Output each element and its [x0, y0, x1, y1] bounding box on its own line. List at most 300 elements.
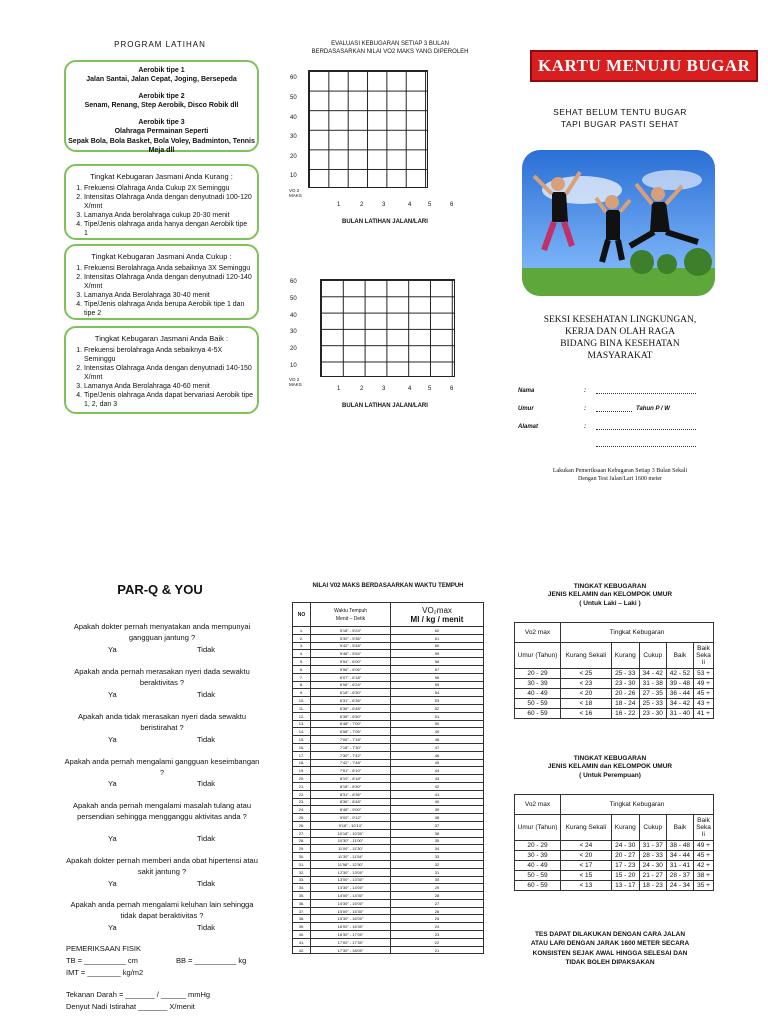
ytick: 40 — [290, 313, 297, 319]
table-cell: 50 - 59 — [515, 871, 561, 881]
ytick: 20 — [290, 154, 297, 160]
vo2-table-row — [293, 775, 484, 783]
xtick: 5 — [428, 386, 432, 392]
table-cell: 40 - 49 — [515, 861, 561, 871]
header-vo2: Vo2 max — [515, 795, 561, 815]
table-cell: 22 — [391, 938, 484, 946]
vo2-table-row — [293, 743, 484, 751]
aerobik-type-1: Aerobik tipe 1 — [138, 67, 185, 74]
ytick: 30 — [290, 134, 297, 140]
box-baik-item: 4. Tipe/Jenis olahraga Anda dapat bervariasi Aerobik tipe 1, 2, dan 3 — [84, 391, 253, 409]
table-cell: 42. — [293, 946, 311, 954]
evaluasi-grid-2[interactable] — [320, 279, 455, 377]
table-cell: 21 — [391, 946, 484, 954]
table-cell: 6'07" - 6'18" — [311, 673, 391, 681]
table-cell: 17'30" - 18'00" — [311, 946, 391, 954]
ytick: 50 — [290, 296, 297, 302]
table-cell: 59 — [391, 650, 484, 658]
tes-note-line: TES DAPAT DILAKUKAN DENGAN CARA JALAN — [534, 931, 686, 938]
cover-org-line: SEKSI KESEHATAN LINGKUNGAN, — [543, 315, 697, 325]
table-cell: 33 — [391, 853, 484, 861]
box-baik-item: 2. Intensitas Olahraga Anda dengan denyutnadi 140-150 X/mnt — [84, 364, 253, 382]
table-cell: 58 — [391, 658, 484, 666]
tingkat-laki-row — [515, 669, 714, 679]
table-cell: 6. — [293, 665, 311, 673]
box-baik — [64, 326, 259, 414]
table-cell: 13'30" - 14'00" — [311, 884, 391, 892]
ytick: 60 — [290, 279, 297, 285]
table-cell: 12. — [293, 712, 311, 720]
table-cell: 45 + — [694, 689, 714, 699]
vo2-table-row — [293, 814, 484, 822]
table-cell: 5. — [293, 658, 311, 666]
table-cell: 55 — [391, 681, 484, 689]
ya-option[interactable]: Ya — [108, 834, 117, 843]
table-cell: 4. — [293, 650, 311, 658]
table-cell: 38 + — [694, 871, 714, 881]
table-cell: 5'48" - 5'54" — [311, 650, 391, 658]
table-cell: 6'18" - 6'30" — [311, 689, 391, 697]
table-cell: 51 — [391, 712, 484, 720]
table-cell: 46 — [391, 751, 484, 759]
table-cell: 25 - 33 — [611, 669, 639, 679]
table-cell: 54 — [391, 689, 484, 697]
nama-label: Nama — [518, 388, 535, 394]
parq-question-4: Apakah anda pernah mengalami gangguan keseimbangan ? — [64, 757, 260, 777]
box-cukup-title: Tingkat Kebugaran Jasmani Anda Cukup : — [91, 252, 232, 261]
bb-field[interactable]: BB = __________ kg — [176, 956, 247, 965]
cover-motto-1: SEHAT BELUM TENTU BUGAR — [553, 107, 687, 117]
xtick: 2 — [360, 386, 364, 392]
table-cell: 28 - 33 — [639, 851, 666, 861]
table-cell: < 17 — [561, 861, 612, 871]
aerobik-type-3: Aerobik tipe 3 — [138, 119, 185, 127]
table-cell: 40 — [391, 798, 484, 806]
tahun-label: Tahun P / W — [636, 406, 670, 412]
vo2-table-row — [293, 931, 484, 939]
tingkat-perempuan-row — [515, 851, 714, 861]
parq-title: PAR-Q & YOU — [117, 582, 203, 597]
table-cell: 41. — [293, 938, 311, 946]
tes-note-line: ATAU LARI DENGAN JARAK 1600 METER SECARA — [530, 940, 690, 948]
table-cell: 35 — [391, 837, 484, 845]
box-baik-item: 3. Lamanya Anda Berolahraga 40-60 menit — [84, 382, 253, 391]
alamat-field-2[interactable] — [596, 446, 696, 447]
xtick: 3 — [382, 202, 386, 208]
header-vo2: Vo2 max — [515, 623, 561, 643]
cover-note — [520, 467, 720, 484]
box-cukup-item: 3. Lamanya Anda Berolahraga 30-40 menit — [84, 291, 253, 300]
table-cell: 39 - 48 — [666, 679, 693, 689]
table-cell: 23 — [391, 931, 484, 939]
aerobik-desc-3: Olahraga Permainan Seperti — [114, 128, 209, 136]
table-cell: 6'06" - 6'24" — [311, 681, 391, 689]
tingkat-laki-title-1: TINGKAT KEBUGARAN — [573, 583, 647, 590]
table-cell: 34 — [391, 845, 484, 853]
box-kurang-item: 4. Tipe/Jenis olahraga anda hanya dengan Aerobik tipe 1 — [84, 220, 253, 238]
tingkat-perempuan-row — [515, 861, 714, 871]
table-cell: 42 - 52 — [666, 669, 693, 679]
table-cell: 38. — [293, 915, 311, 923]
vo2-table-row — [293, 938, 484, 946]
table-cell: 41 + — [694, 709, 714, 719]
vo2-table-row — [293, 892, 484, 900]
table-cell: 30 — [391, 876, 484, 884]
table-cell: < 18 — [561, 699, 612, 709]
tingkat-perempuan-title — [510, 755, 710, 780]
evaluasi-title-2: BERDASASARKAN NILAI VO2 MAKS YANG DIPEROLEH — [311, 49, 469, 56]
table-cell: 60 - 59 — [515, 709, 561, 719]
table-cell: 13 - 17 — [611, 881, 639, 891]
tidak-option[interactable]: Tidak — [197, 879, 216, 888]
table-cell: 7'42" - 7'48" — [311, 759, 391, 767]
table-cell: 11'30" - 11'54" — [311, 853, 391, 861]
table-cell: 10'30" - 11'00" — [311, 837, 391, 845]
table-cell: 28 - 37 — [666, 871, 693, 881]
tingkat-laki-table — [514, 622, 714, 719]
box-baik-title: Tingkat Kebugaran Jasmani Anda Baik : — [94, 334, 229, 343]
tingkat-laki-title-2: JENIS KELAMIN dan KELOMPOK UMUR — [547, 591, 673, 599]
table-cell: 17. — [293, 751, 311, 759]
table-cell: 20 - 29 — [515, 841, 561, 851]
table-cell: 16 - 22 — [611, 709, 639, 719]
table-cell: 24. — [293, 806, 311, 814]
table-cell: 14'30" - 15'00" — [311, 899, 391, 907]
table-cell: 22. — [293, 790, 311, 798]
table-cell: 17 - 23 — [611, 861, 639, 871]
ya-option[interactable]: Ya — [108, 735, 117, 744]
table-cell: 36 - 44 — [666, 689, 693, 699]
vo2-table-row — [293, 853, 484, 861]
vo2-table-row — [293, 845, 484, 853]
aerobik-desc-3b: Sepak Bola, Bola Basket, Bola Voley, Badminton, Tennis Meja dll — [68, 137, 255, 154]
vo2-table-row — [293, 767, 484, 775]
tingkat-perempuan-row — [515, 871, 714, 881]
tingkat-perempuan-title-3: ( Untuk Perempuan) — [579, 771, 641, 779]
table-cell: 20 - 27 — [611, 851, 639, 861]
vo2-table-row — [293, 681, 484, 689]
table-cell: 18. — [293, 759, 311, 767]
table-cell: 17'00" - 17'30" — [311, 938, 391, 946]
table-cell: 20. — [293, 775, 311, 783]
table-cell: 34 - 42 — [666, 699, 693, 709]
tingkat-perempuan-table — [514, 794, 714, 891]
xtick: 4 — [408, 202, 412, 208]
tidak-option[interactable]: Tidak — [197, 690, 216, 699]
table-cell: 28 — [391, 892, 484, 900]
table-cell: 30 - 39 — [515, 679, 561, 689]
imt-field[interactable]: IMT = ________ kg/m2 — [66, 968, 144, 977]
header-tingkat: Tingkat Kebugaran — [561, 623, 714, 643]
table-cell: 7'51" - 8'10" — [311, 767, 391, 775]
table-cell: 37. — [293, 907, 311, 915]
colon: : — [584, 388, 586, 394]
vo2-table-row — [293, 736, 484, 744]
tes-note — [510, 930, 710, 968]
header-baik-sekali: Baik Seka li — [694, 815, 714, 841]
vo2-table-row — [293, 790, 484, 798]
vo2-table-row — [293, 899, 484, 907]
xlabel: BULAN LATIHAN JALAN/LARI — [342, 403, 428, 409]
evaluasi-title — [290, 40, 490, 57]
table-cell: 41 — [391, 790, 484, 798]
box-cukup — [64, 244, 259, 320]
table-cell: 11'58" - 12'30" — [311, 860, 391, 868]
tidak-option[interactable]: Tidak — [197, 779, 216, 788]
vo2-table-row — [293, 751, 484, 759]
vo2-table-row — [293, 665, 484, 673]
cover-motto-2: TAPI BUGAR PASTI SEHAT — [560, 118, 680, 129]
box-kurang-item: 2. Intensitas Olahraga Anda dengan denyutnadi 100-120 X/mnt — [84, 193, 253, 211]
vo2-table-row — [293, 712, 484, 720]
box-baik-item: 1. Frekuensi berolahraga Anda sebaiknya 4-5X Seminggu — [84, 346, 253, 364]
table-cell: 32 — [391, 860, 484, 868]
table-cell: 1. — [293, 627, 311, 635]
aerobik-desc-1: Jalan Santai, Jalan Cepat, Joging, Bersepeda — [86, 76, 237, 84]
vo2-table-row — [293, 658, 484, 666]
table-cell: 57 — [391, 665, 484, 673]
table-cell: 8'10" - 8'18" — [311, 775, 391, 783]
vo2-table-row — [293, 860, 484, 868]
table-cell: 62 — [391, 627, 484, 635]
table-cell: 7'06" - 7'18" — [311, 736, 391, 744]
table-cell: 50 - 59 — [515, 699, 561, 709]
table-cell: 45 — [391, 759, 484, 767]
table-cell: 11'00" - 11'30" — [311, 845, 391, 853]
table-cell: 28. — [293, 837, 311, 845]
xtick: 6 — [450, 202, 454, 208]
table-cell: 6'48" - 7'00" — [311, 720, 391, 728]
header-kurang-sekali: Kurang Sekali — [561, 643, 612, 669]
table-cell: 5'56" - 6'06" — [311, 665, 391, 673]
table-cell: 7'30" - 7'42" — [311, 751, 391, 759]
table-cell: 47 — [391, 743, 484, 751]
ya-option[interactable]: Ya — [108, 645, 117, 654]
tes-note-line: TIDAK BOLEH DIPAKSAKAN — [565, 959, 655, 967]
vo2-table-row — [293, 837, 484, 845]
header-cukup: Cukup — [639, 815, 666, 841]
vo2-table-row — [293, 868, 484, 876]
tb-field[interactable]: TB = __________ cm — [66, 956, 138, 965]
table-cell: 10. — [293, 697, 311, 705]
table-cell: 45 + — [694, 851, 714, 861]
table-cell: 49 — [391, 728, 484, 736]
table-cell: 27 — [391, 899, 484, 907]
vo2-table-row — [293, 876, 484, 884]
table-cell: < 23 — [561, 679, 612, 689]
ylabel: VO 2 MAKS — [289, 377, 302, 387]
table-cell: 5'54" - 6'00" — [311, 658, 391, 666]
table-cell: 5'30" - 5'36" — [311, 634, 391, 642]
box-cukup-item: 4. Tipe/Jenis olahraga Anda berupa Aerobik tipe 1 dan tipe 2 — [84, 300, 253, 318]
vo2-table-row — [293, 720, 484, 728]
vo2-table-title: NILAI V02 MAKS BERDASAARKAN WAKTU TEMPUH — [312, 583, 464, 589]
box-kurang-title: Tingkat Kebugaran Jasmani Anda Kurang : — [90, 172, 233, 181]
tingkat-laki-row — [515, 709, 714, 719]
table-cell: 13'00" - 13'30" — [311, 876, 391, 884]
table-cell: 34 - 42 — [639, 669, 666, 679]
table-cell: < 15 — [561, 871, 612, 881]
table-cell: 44 — [391, 767, 484, 775]
evaluasi-title-1: EVALUASI KEBUGARAN SETIAP 3 BULAN — [331, 41, 449, 47]
tingkat-laki-title — [510, 583, 710, 608]
vo2-table-row — [293, 946, 484, 954]
ya-option[interactable]: Ya — [108, 690, 117, 699]
ya-option[interactable]: Ya — [108, 879, 117, 888]
table-cell: 53 + — [694, 669, 714, 679]
table-cell: 48 — [391, 736, 484, 744]
xtick: 1 — [337, 202, 341, 208]
table-cell: 39. — [293, 923, 311, 931]
header-baik: Baik — [666, 643, 693, 669]
tidak-option[interactable]: Tidak — [197, 834, 216, 843]
table-cell: 37 — [391, 821, 484, 829]
vo2-table-row — [293, 650, 484, 658]
table-cell: 24 - 30 — [611, 841, 639, 851]
table-cell: 31 — [391, 868, 484, 876]
table-cell: 24 — [391, 923, 484, 931]
parq-question-3: Apakah anda tidak merasakan nyeri dada sewaktu beristirahat ? — [77, 712, 247, 732]
table-cell: 20 - 26 — [611, 689, 639, 699]
box-kurang-item: 3. Lamanya Anda berolahraga cukup 20-30 menit — [84, 211, 253, 220]
parq-question-2: Apakah anda pernah merasakan nyeri dada sewaktu beraktivitas ? — [74, 667, 250, 687]
xtick: 3 — [382, 386, 386, 392]
vo2-header-vo2-2: Ml / kg / menit — [410, 614, 464, 624]
table-cell: 49 + — [694, 679, 714, 689]
table-cell: 9'00" - 9'12" — [311, 814, 391, 822]
tingkat-laki-title-3: ( Untuk Laki – Laki ) — [579, 599, 641, 607]
table-cell: 24 - 30 — [639, 861, 666, 871]
table-cell: 14'00" - 14'30" — [311, 892, 391, 900]
table-cell: 11. — [293, 704, 311, 712]
table-cell: 23 - 30 — [611, 679, 639, 689]
table-cell: 6'38" - 6'50" — [311, 712, 391, 720]
vo2-table-row — [293, 907, 484, 915]
table-cell: 7. — [293, 673, 311, 681]
box-kurang-item: 1. Frekuensi Olahraga Anda Cukup 2X Seminggu — [84, 184, 253, 193]
vo2-table-row — [293, 697, 484, 705]
table-cell: 29 — [391, 884, 484, 892]
table-cell: 9. — [293, 689, 311, 697]
xtick: 5 — [428, 202, 432, 208]
header-kurang: Kurang — [611, 643, 639, 669]
program-title: PROGRAM LATIHAN — [114, 40, 206, 49]
table-cell: 23 - 30 — [639, 709, 666, 719]
table-cell: 15. — [293, 736, 311, 744]
table-cell: 8'31" - 8'36" — [311, 790, 391, 798]
table-cell: 20 - 29 — [515, 669, 561, 679]
table-cell: < 20 — [561, 851, 612, 861]
vo2-header-waktu-2: Menit – Detik — [335, 615, 366, 622]
alamat-field[interactable] — [596, 429, 696, 430]
tidak-option[interactable]: Tidak — [197, 645, 216, 654]
tingkat-perempuan-row — [515, 881, 714, 891]
table-cell: 16'30" - 17'00" — [311, 931, 391, 939]
vo2-table-row — [293, 884, 484, 892]
table-cell: 34. — [293, 884, 311, 892]
vo2-table-row — [293, 829, 484, 837]
table-cell: 36 — [391, 829, 484, 837]
table-cell: 43 + — [694, 699, 714, 709]
cover-note-1: Lakukan Pemeriksaan Kebugaran Setiap 3 Bulan Sekali — [552, 468, 688, 474]
header-kurang: Kurang — [611, 815, 639, 841]
vo2-table-row — [293, 759, 484, 767]
table-cell: 10'18" - 10'30" — [311, 829, 391, 837]
table-cell: 2. — [293, 634, 311, 642]
aerobik-desc-2: Senam, Renang, Step Aerobik, Disco Robik dll — [84, 102, 239, 110]
aerobik-box — [64, 60, 259, 152]
evaluasi-grid-1[interactable] — [308, 70, 428, 188]
table-cell: 21 - 27 — [639, 871, 666, 881]
tingkat-laki-row — [515, 699, 714, 709]
umur-label: Umur — [518, 406, 534, 412]
header-cukup: Cukup — [639, 643, 666, 669]
tingkat-laki-row — [515, 689, 714, 699]
table-cell: 32. — [293, 868, 311, 876]
table-cell: 39 — [391, 806, 484, 814]
xtick: 4 — [408, 386, 412, 392]
vo2-table-row — [293, 806, 484, 814]
box-kurang — [64, 164, 259, 240]
aerobik-type-2: Aerobik tipe 2 — [138, 93, 185, 101]
vo2-table-row — [293, 689, 484, 697]
table-cell: 25 - 33 — [639, 699, 666, 709]
cover-note-2: Dengan Test Jalan/Lari 1600 meter — [577, 476, 663, 483]
umur-field[interactable] — [596, 411, 632, 412]
ya-option[interactable]: Ya — [108, 779, 117, 788]
cover-org-line: BIDANG BINA KESEHATAN — [560, 338, 680, 349]
header-baik: Baik — [666, 815, 693, 841]
tidak-option[interactable]: Tidak — [197, 735, 216, 744]
denyut-nadi-field[interactable]: Denyut Nadi Istirahat _______ X/menit — [66, 1002, 195, 1011]
table-cell: < 24 — [561, 841, 612, 851]
parq-question-7: Apakah anda pernah mengalami keluhan lain sehingga tidak dapat beraktivitas ? — [70, 900, 254, 920]
vo2-header-vo2 — [391, 603, 484, 627]
table-cell: 6'31" - 6'36" — [311, 697, 391, 705]
cover-org-line: KERJA DAN OLAH RAGA — [564, 326, 676, 337]
tingkat-perempuan-title-1: TINGKAT KEBUGARAN — [573, 755, 647, 762]
table-cell: 40. — [293, 931, 311, 939]
tes-note-line: KONSISTEN SEJAK AWAL HINGGA SELESAI DAN — [532, 949, 688, 957]
tidak-option[interactable]: Tidak — [197, 923, 216, 932]
table-cell: 12'30" - 13'00" — [311, 868, 391, 876]
table-cell: 33. — [293, 876, 311, 884]
header-baik-sekali: Baik Seka li — [694, 643, 714, 669]
tekanan-darah-field[interactable]: Tekanan Darah = _______ / ______ mmHg — [66, 990, 211, 999]
vo2-header-waktu — [311, 603, 391, 627]
table-cell: 60 — [391, 642, 484, 650]
nama-field[interactable] — [596, 393, 696, 394]
ya-option[interactable]: Ya — [108, 923, 117, 932]
table-cell: 31 - 41 — [666, 861, 693, 871]
table-cell: < 13 — [561, 881, 612, 891]
parq-question-5: Apakah anda pernah mengalami masalah tulang atau persendian sehingga mengganggu aktivitas anda ? — [72, 801, 252, 821]
cover-org-line: MASYARAKAT — [587, 350, 653, 361]
box-cukup-item: 2. Intensitas Olahraga Anda dengan denyutnadi 120-140 X/mnt — [84, 273, 253, 291]
table-cell: 5'42" - 5'48" — [311, 642, 391, 650]
table-cell: 8'18" - 8'30" — [311, 782, 391, 790]
ytick: 20 — [290, 346, 297, 352]
vo2-table-row — [293, 634, 484, 642]
table-cell: 40 - 49 — [515, 689, 561, 699]
header-umur: Umur (Tahun) — [515, 815, 561, 841]
vo2-table-row — [293, 798, 484, 806]
table-cell: 24 - 34 — [666, 881, 693, 891]
table-cell: 15 - 20 — [611, 871, 639, 881]
ytick: 50 — [290, 95, 297, 101]
table-cell: 36. — [293, 899, 311, 907]
table-cell: 8'48" - 9'00" — [311, 806, 391, 814]
